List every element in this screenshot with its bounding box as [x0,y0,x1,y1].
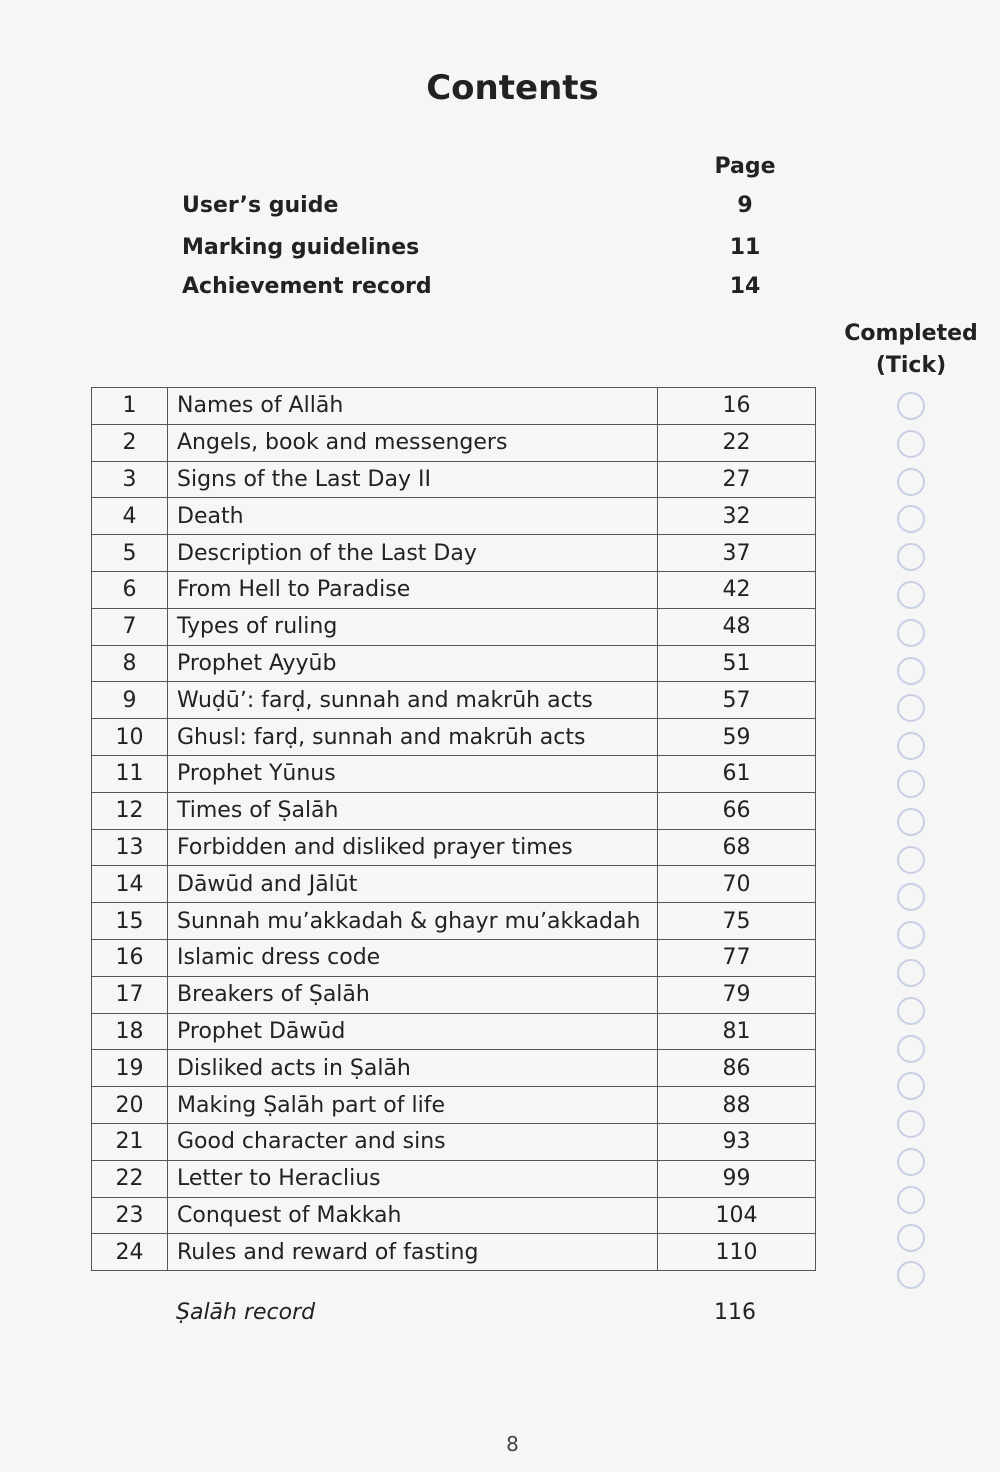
lesson-page: 99 [658,1160,816,1197]
lesson-number: 21 [92,1123,168,1160]
completion-tick-circle[interactable] [897,694,925,722]
table-row [92,1013,816,1050]
salah-record-row [176,1300,876,1334]
lesson-title: Prophet Dāwūd [168,1013,658,1050]
completion-tick-circle[interactable] [897,1072,925,1100]
lesson-page: 88 [658,1087,816,1124]
salah-record-page: 116 [714,1300,756,1325]
completion-tick-circle[interactable] [897,997,925,1025]
completion-tick-circle[interactable] [897,808,925,836]
lesson-number: 2 [92,424,168,461]
completion-tick-circle[interactable] [897,543,925,571]
lesson-number: 13 [92,829,168,866]
lesson-page: 79 [658,976,816,1013]
lesson-title: Breakers of Ṣalāh [168,976,658,1013]
lesson-title: Letter to Heraclius [168,1160,658,1197]
lesson-title: Death [168,498,658,535]
lesson-number: 24 [92,1234,168,1271]
lesson-page: 75 [658,903,816,940]
table-row [92,1123,816,1160]
completion-tick-circle[interactable] [897,1224,925,1252]
lesson-number: 6 [92,571,168,608]
completed-header-line1: Completed [844,321,978,346]
completion-tick-circle[interactable] [897,732,925,760]
lesson-number: 11 [92,755,168,792]
lesson-page: 66 [658,792,816,829]
front-matter-page: 9 [737,193,753,218]
lesson-number: 3 [92,461,168,498]
lesson-page: 59 [658,719,816,756]
lesson-page: 57 [658,682,816,719]
completion-tick-circle[interactable] [897,921,925,949]
lesson-number: 16 [92,939,168,976]
lesson-number: 12 [92,792,168,829]
table-row [92,1050,816,1087]
completion-tick-circle[interactable] [897,1261,925,1289]
lesson-title: Rules and reward of fasting [168,1234,658,1271]
table-row [92,719,816,756]
tick-column [897,392,933,1299]
lesson-number: 22 [92,1160,168,1197]
table-row [92,388,816,425]
table-row [92,498,816,535]
lesson-title: Good character and sins [168,1123,658,1160]
completion-tick-circle[interactable] [897,1148,925,1176]
lesson-title: Prophet Ayyūb [168,645,658,682]
contents-table [91,387,816,1271]
table-row [92,608,816,645]
front-matter-page: 14 [729,274,761,299]
table-row [92,682,816,719]
lesson-number: 20 [92,1087,168,1124]
page-column-header: Page [714,154,776,179]
completed-header-line2: (Tick) [875,353,947,378]
table-row [92,645,816,682]
lesson-title: Islamic dress code [168,939,658,976]
lesson-number: 5 [92,535,168,572]
completion-tick-circle[interactable] [897,657,925,685]
completion-tick-circle[interactable] [897,505,925,533]
lesson-title: Sunnah muʼakkadah & ghayr muʼakkadah [168,903,658,940]
table-row [92,829,816,866]
front-matter-item [182,193,782,225]
table-row [92,1087,816,1124]
lesson-page: 104 [658,1197,816,1234]
lesson-number: 4 [92,498,168,535]
lesson-title: From Hell to Paradise [168,571,658,608]
salah-record-title-text: Ṣalāh record [176,1300,316,1325]
page-title: Contents [426,68,599,108]
completed-tick-header [836,318,986,382]
front-matter-title: User’s guide [182,193,339,218]
lesson-title: Making Ṣalāh part of life [168,1087,658,1124]
completion-tick-circle[interactable] [897,468,925,496]
lesson-title: Prophet Yūnus [168,755,658,792]
front-matter-title: Marking guidelines [182,235,420,260]
lesson-number: 18 [92,1013,168,1050]
lesson-page: 32 [658,498,816,535]
lesson-title: Names of Allāh [168,388,658,425]
lesson-page: 37 [658,535,816,572]
lesson-page: 68 [658,829,816,866]
lesson-number: 10 [92,719,168,756]
lesson-page: 27 [658,461,816,498]
lesson-title: Ghusl: farḍ, sunnah and makrūh acts [168,719,658,756]
lesson-number: 14 [92,866,168,903]
table-row [92,866,816,903]
completion-tick-circle[interactable] [897,770,925,798]
table-row [92,939,816,976]
lesson-title: Forbidden and disliked prayer times [168,829,658,866]
lesson-page: 16 [658,388,816,425]
lesson-title: Times of Ṣalāh [168,792,658,829]
front-matter-page: 11 [729,235,761,260]
lesson-page: 42 [658,571,816,608]
lesson-number: 19 [92,1050,168,1087]
lesson-title: Wuḍūʼ: farḍ, sunnah and makrūh acts [168,682,658,719]
lesson-number: 8 [92,645,168,682]
table-row [92,461,816,498]
table-row [92,1234,816,1271]
table-row [92,424,816,461]
lesson-number: 1 [92,388,168,425]
table-row [92,1160,816,1197]
completion-tick-circle[interactable] [897,581,925,609]
lesson-title: Conquest of Makkah [168,1197,658,1234]
lesson-page: 48 [658,608,816,645]
footer-page-number: 8 [506,1432,519,1456]
table-row [92,1197,816,1234]
table-row [92,571,816,608]
lesson-page: 110 [658,1234,816,1271]
table-row [92,535,816,572]
lesson-page: 86 [658,1050,816,1087]
completion-tick-circle[interactable] [897,1186,925,1214]
completion-tick-circle[interactable] [897,883,925,911]
lesson-title: Types of ruling [168,608,658,645]
lesson-number: 17 [92,976,168,1013]
lesson-title: Angels, book and messengers [168,424,658,461]
completion-tick-circle[interactable] [897,1035,925,1063]
table-row [92,755,816,792]
table-row [92,903,816,940]
lesson-number: 15 [92,903,168,940]
completion-tick-circle[interactable] [897,430,925,458]
lesson-page: 51 [658,645,816,682]
front-matter-item [182,274,782,306]
lesson-page: 22 [658,424,816,461]
lesson-page: 61 [658,755,816,792]
completion-tick-circle[interactable] [897,392,925,420]
lesson-page: 93 [658,1123,816,1160]
lesson-number: 23 [92,1197,168,1234]
lesson-page: 77 [658,939,816,976]
contents-table-body [92,388,816,1271]
lesson-title: Signs of the Last Day II [168,461,658,498]
lesson-number: 7 [92,608,168,645]
table-row [92,976,816,1013]
front-matter-title: Achievement record [182,274,432,299]
completion-tick-circle[interactable] [897,1110,925,1138]
lesson-title: Description of the Last Day [168,535,658,572]
lesson-title: Disliked acts in Ṣalāh [168,1050,658,1087]
lesson-number: 9 [92,682,168,719]
completion-tick-circle[interactable] [897,619,925,647]
front-matter-item [182,235,782,267]
lesson-page: 81 [658,1013,816,1050]
completion-tick-circle[interactable] [897,846,925,874]
lesson-title: Dāwūd and Jālūt [168,866,658,903]
salah-record-title [176,1300,315,1325]
table-row [92,792,816,829]
completion-tick-circle[interactable] [897,959,925,987]
lesson-page: 70 [658,866,816,903]
